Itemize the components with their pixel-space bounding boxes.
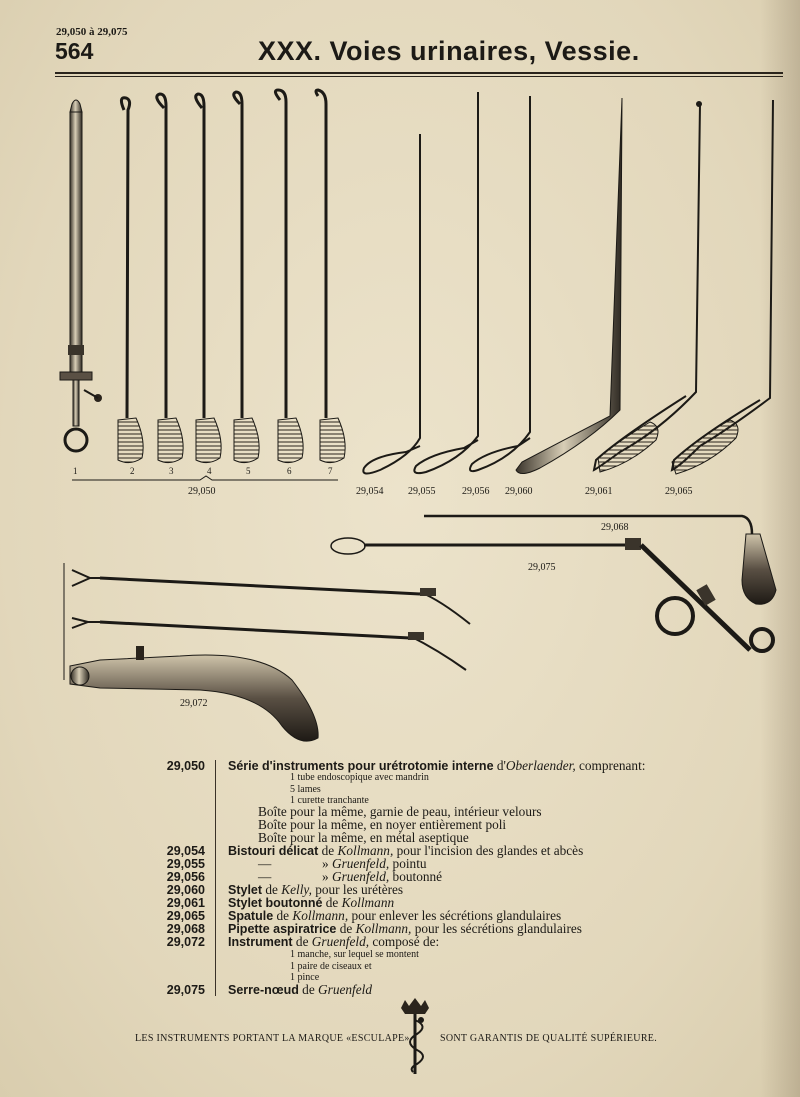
page-range: 29,050 à 29,075 bbox=[56, 26, 128, 38]
sub-item: 1 paire de ciseaux et bbox=[290, 961, 372, 972]
index-1: 1 bbox=[73, 466, 78, 476]
item-code: 29,055 bbox=[166, 857, 205, 871]
caption-29054: 29,054 bbox=[356, 486, 384, 497]
caption-29056: 29,056 bbox=[462, 486, 490, 497]
sub-item: 5 lames bbox=[290, 784, 321, 795]
item-code: 29,054 bbox=[166, 844, 205, 858]
table-divider bbox=[215, 760, 216, 996]
ditto-dash: — bbox=[258, 869, 272, 884]
caption-29061: 29,061 bbox=[585, 486, 613, 497]
index-3: 3 bbox=[169, 466, 174, 476]
page-title: XXX. Voies urinaires, Vessie. bbox=[258, 36, 640, 66]
ditto-dash: — bbox=[258, 856, 272, 871]
item-name: Pipette aspiratrice bbox=[228, 922, 337, 936]
item-code: 29,056 bbox=[166, 870, 205, 884]
item-author: Gruenfeld, bbox=[331, 856, 390, 871]
footer-left: LES INSTRUMENTS PORTANT LA MARQUE «ESCULAPE» bbox=[135, 1033, 410, 1044]
item-author: Oberlaender, bbox=[505, 758, 576, 773]
caption-29065: 29,065 bbox=[665, 486, 693, 497]
item-code: 29,050 bbox=[166, 759, 205, 773]
ditto-mark: » bbox=[322, 856, 329, 871]
item-name: Stylet boutonné bbox=[228, 896, 323, 910]
sub-item: 1 curette tranchante bbox=[290, 795, 369, 806]
urethrotomy-blades bbox=[118, 90, 345, 463]
caption-29072: 29,072 bbox=[180, 698, 208, 709]
item-author: Gruenfeld, bbox=[311, 934, 370, 949]
item-code: 29,061 bbox=[166, 896, 205, 910]
sub-item: 1 pince bbox=[290, 972, 320, 983]
index-6: 6 bbox=[287, 466, 292, 476]
index-4: 4 bbox=[207, 466, 212, 476]
item-author: Gruenfeld bbox=[318, 982, 372, 997]
item-code: 29,075 bbox=[166, 983, 205, 997]
item-name: Instrument bbox=[228, 935, 293, 949]
item-author: Kollmann, bbox=[292, 908, 349, 923]
sub-item: 1 manche, sur lequel se montent bbox=[290, 949, 419, 960]
sub-item: 1 tube endoscopique avec mandrin bbox=[290, 772, 429, 783]
item-name: Spatule bbox=[228, 909, 274, 923]
index-5: 5 bbox=[246, 466, 251, 476]
group-bracket bbox=[72, 476, 338, 480]
gruenfeld-instrument bbox=[64, 563, 470, 741]
ditto-mark: » bbox=[322, 869, 329, 884]
item-name: Stylet bbox=[228, 883, 263, 897]
index-7: 7 bbox=[328, 466, 333, 476]
item-author: Kollmann bbox=[341, 895, 395, 910]
caption-29050: 29,050 bbox=[188, 486, 216, 497]
top-index-numbers bbox=[73, 466, 333, 476]
caption-29075: 29,075 bbox=[528, 562, 556, 573]
footer-right: SONT GARANTIS DE QUALITÉ SUPÉRIEURE. bbox=[440, 1033, 658, 1044]
index-2: 2 bbox=[130, 466, 135, 476]
box-option: Boîte pour la même, garnie de peau, intérieur velours bbox=[258, 804, 542, 819]
item-code: 29,065 bbox=[166, 909, 205, 923]
page-number: 564 bbox=[55, 38, 94, 64]
item-author: Kelly, bbox=[281, 882, 312, 897]
caption-29055: 29,055 bbox=[408, 486, 436, 497]
box-option: Boîte pour la même, en noyer entièrement poli bbox=[258, 817, 507, 832]
catalog-page: 29,050 à 29,075 564 XXX. Voies urinaires, Vessie. 1 2 3 4 5 6 7 29,050 29,054 29,055 29,056 29,060 29,061 29,065 29,068 29,075 29,072 29,050 Série d'instruments pour urétrotomie interne d'Oberlaender, comprenant: 1 tube endoscopique avec mandrin 5 lames 1 curette tranchante Boîte pour la même, garnie de peau, intérieur velours Boîte pour la même, en noyer entièrement poli Boîte pour la même, en métal aseptique 29,054 Bistouri délicat de Kollmann, pour l'incision des glandes et abcès 29,055 — » Gruenfeld, pointu 29,056 — » Gruenfeld, boutonné 29,060 Stylet de Kelly, pour les urétères 29,061 Stylet boutonné de Kollmann 29,065 Spatule de Kollmann, pour enlever les sécrétions glandulaires 29,068 Pipette aspiratrice de Kollmann, pour les sécrétions glandulaires 29,072 Instrument de Gruenfeld, composé de: 1 manche, sur lequel se montent 1 paire de ciseaux et 1 pince 29,075 Serre-nœud de Gruenfeld LES INSTRUMENTS PORTANT LA MARQUE «ESCULAPE» SONT GARANTIS DE QUALITÉ SUPÉRIEURE. bbox=[0, 0, 800, 1097]
mid-captions bbox=[356, 486, 693, 497]
endoscopic-tube bbox=[60, 100, 102, 451]
item-name: Bistouri délicat bbox=[228, 844, 319, 858]
item-author: Kollmann, bbox=[355, 921, 412, 936]
item-name: Série d'instruments pour urétrotomie interne bbox=[228, 759, 494, 773]
knives-and-stylets bbox=[363, 92, 773, 474]
box-option: Boîte pour la même, en métal aseptique bbox=[258, 830, 469, 845]
caption-29068: 29,068 bbox=[601, 522, 629, 533]
item-code: 29,072 bbox=[166, 935, 205, 949]
item-name: Serre-nœud bbox=[228, 983, 299, 997]
item-code: 29,060 bbox=[166, 883, 205, 897]
aspiration-pipette bbox=[424, 516, 776, 604]
snare-instrument bbox=[331, 538, 773, 651]
item-code: 29,068 bbox=[166, 922, 205, 936]
item-author: Gruenfeld, bbox=[331, 869, 390, 884]
item-author: Kollmann, bbox=[337, 843, 394, 858]
caption-29060: 29,060 bbox=[505, 486, 533, 497]
